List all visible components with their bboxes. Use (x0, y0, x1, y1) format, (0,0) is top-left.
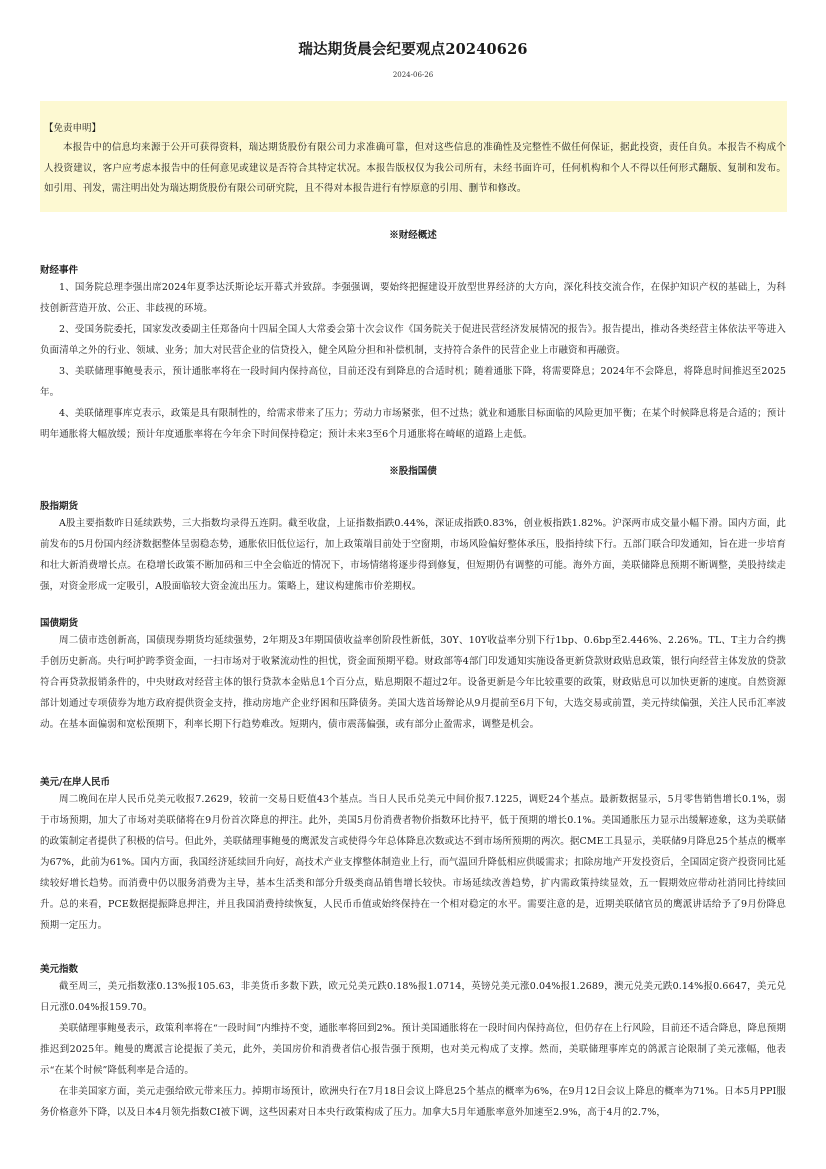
heading-finance-events: 财经事件 (40, 265, 79, 276)
usd-index-paragraph: 截至周三，美元指数涨0.13%报105.63，非美货币多数下跌，欧元兑美元跌0.18%报1.0714，英镑兑美元涨0.04%报1.2689，澳元兑美元跌0.14%报0.6647，美元兑日元涨0.04%报159.70。 (40, 981, 786, 1013)
heading-usd-index: 美元指数 (40, 964, 79, 975)
section-stock-bond: ※股指国债 (389, 466, 437, 477)
disclaimer-body: 本报告中的信息均来源于公开可获得资料，瑞达期货股份有限公司力求准确可靠，但对这些信息的准确性及完整性不做任何保证，据此投资，责任自负。本报告不构成个人投资建议，客户应考虑本报告中的任何意见或建议是否符合其特定状况。本报告版权仅为我公司所有，未经书面许可，任何机构和个人不得以任何形式翻版、复制和发布。如引用、刊发，需注明出处为瑞达期货股份有限公司研究院，且不得对本报告进行有悖原意的引用、删节和修改。 (44, 142, 786, 194)
finance-event-item: 4、美联储理事库克表示，政策是具有限制性的，给需求带来了压力；劳动力市场紧张，但不过热；就业和通胀目标面临的风险更加平衡；在某个时候降息将是合适的；预计明年通胀将大幅放缓；预计年度通胀率将在今年余下时间保持稳定；预计未来3至6个月通胀将在崎岖的道路上走低。 (40, 408, 786, 440)
disclaimer-heading: 【免责申明】 (44, 123, 102, 134)
document-title: 瑞达期货晨会纪要观点20240626 (298, 41, 528, 58)
finance-event-item: 3、美联储理事鲍曼表示，预计通胀率将在一段时间内保持高位，目前还没有到降息的合适时机；随着通胀下降，将需要降息；2024年不会降息，将降息时间推迟至2025年。 (40, 366, 786, 398)
finance-event-item: 2、受国务院委托，国家发改委副主任郑备向十四届全国人大常委会第十次会议作《国务院关于促进民营经济发展情况的报告》。报告提出，推动各类经营主体依法平等进入负面清单之外的行业、领域、业务；加大对民营企业的信贷投入，健全风险分担和补偿机制，支持符合条件的民营企业上市融资和再融资。 (40, 324, 786, 356)
usd-index-paragraph: 在非美国家方面，美元走强给欧元带来压力。掉期市场预计，欧洲央行在7月18日会议上降息25个基点的概率为6%，在9月12日会议上降息的概率为71%。日本5月PPI服务价格意外下降，以及日本4月领先指数CI被下调，这些因素对日本央行政策构成了压力。加拿大5月年通胀率意外加速至2.9%，高于4月的2.7%， (40, 1086, 786, 1118)
finance-event-item: 1、国务院总理李强出席2024年夏季达沃斯论坛开幕式并致辞。李强强调，要始终把握建设开放型世界经济的大方向，深化科技交流合作，在保护知识产权的基础上，为科技创新营造开放、公正、非歧视的环境。 (40, 282, 786, 314)
usdcnh-paragraph: 周二晚间在岸人民币兑美元收报7.2629，较前一交易日贬值43个基点。当日人民币兑美元中间价报7.1225，调贬24个基点。最新数据显示，5月零售销售增长0.1%，弱于市场预期，加大了市场对美联储将在9月份首次降息的押注。此外，美国5月份消费者物价指数环比持平，低于预期的增长0.1%。美国通胀压力显示出缓解迹象，这为美联储的政策制定者提供了积极的信号。但此外，美联储理事鲍曼的鹰派发言或使得今年总体降息次数或达不到市场所预期的两次。据CME工具显示，美联储9月降息25个基点的概率为67%，此前为61%。国内方面，我国经济延续回升向好，高技术产业支撑整体制造业上行，而气温回升降低相应供暖需求；扣除房地产开发投资后，全国固定资产投资同比延续较好增长趋势。而消费中仍以服务消费为主导，基本生活类和部分升级类商品销售增长较快。市场延续改善趋势，扩内需政策持续显效，五一假期效应带动社消同比持续回升。总的来看，PCE数据提振降息押注，并且我国消费持续恢复，人民币币值或始终保持在一个相对稳定的水平。需要注意的是，近期美联储官员的鹰派讲话给予了9月份降息预期一定压力。 (40, 794, 786, 931)
heading-usdcnh: 美元/在岸人民币 (40, 777, 110, 788)
treasury-paragraph: 周二债市迭创新高，国债现券期货均延续强势，2年期及3年期国债收益率创阶段性新低，30Y、10Y收益率分别下行1bp、0.6bp至2.446%、2.26%。TL、T主力合约携手创历史新高。央行呵护跨季资金面，一扫市场对于收紧流动性的担忧，资金面预期平稳。财政部等4部门印发通知实施设备更新贷款财政贴息政策，银行向经营主体发放的贷款符合再贷款报销条件的，中央财政对经营主体的银行贷款本金贴息1个百分点，贴息期限不超过2年。设备更新是今年比较重要的政策，财政贴息可以加快更新的速度。自然资源部计划通过专项债券为地方政府提供资金支持，推动房地产企业纾困和压降债务。美国大选首场辩论从9月提前至6月下旬，大选交易或前置，美元持续偏强，关注人民币汇率波动。在基本面偏弱和宽松预期下，利率长期下行趋势难改。短期内，债市震荡偏强，或有部分止盈需求，调整是机会。 (40, 635, 786, 730)
stock-index-paragraph: A股主要指数昨日延续跌势，三大指数均录得五连阴。截至收盘，上证指数指跌0.44%，深证成指跌0.83%，创业板指跌1.82%。沪深两市成交量小幅下滑。国内方面，此前发布的5月份国内经济数据整体呈弱稳态势，通胀依旧低位运行，加上政策端目前处于空窗期，市场风险偏好整体承压，股指持续下行。五部门联合印发通知，旨在进一步培育和壮大新消费增长点。在稳增长政策不断加码和三中全会临近的情况下，市场情绪将逐步得到修复，但短期仍有调整的可能。海外方面，美联储降息预期不断调整，美股持续走强，对资金形成一定吸引，A股面临较大资金流出压力。策略上，建议构建熊市价差期权。 (40, 518, 786, 592)
document-date: 2024-06-26 (392, 71, 434, 79)
heading-stock-index: 股指期货 (40, 501, 79, 512)
section-finance-overview: ※财经概述 (389, 230, 437, 241)
heading-treasury: 国债期货 (40, 618, 79, 629)
disclaimer-box (40, 101, 787, 212)
usd-index-paragraph: 美联储理事鲍曼表示，政策利率将在“一段时间”内维持不变，通胀率将回到2%。预计美国通胀将在一段时间内保持高位，但仍存在上行风险，目前还不适合降息，降息预期推迟到2025年。鲍曼的鹰派言论提振了美元，此外，美国房价和消费者信心报告强于预期，也对美元构成了支撑。然而，美联储理事库克的鸽派言论限制了美元涨幅，他表示“在某个时候”降低利率是合适的。 (40, 1023, 786, 1076)
